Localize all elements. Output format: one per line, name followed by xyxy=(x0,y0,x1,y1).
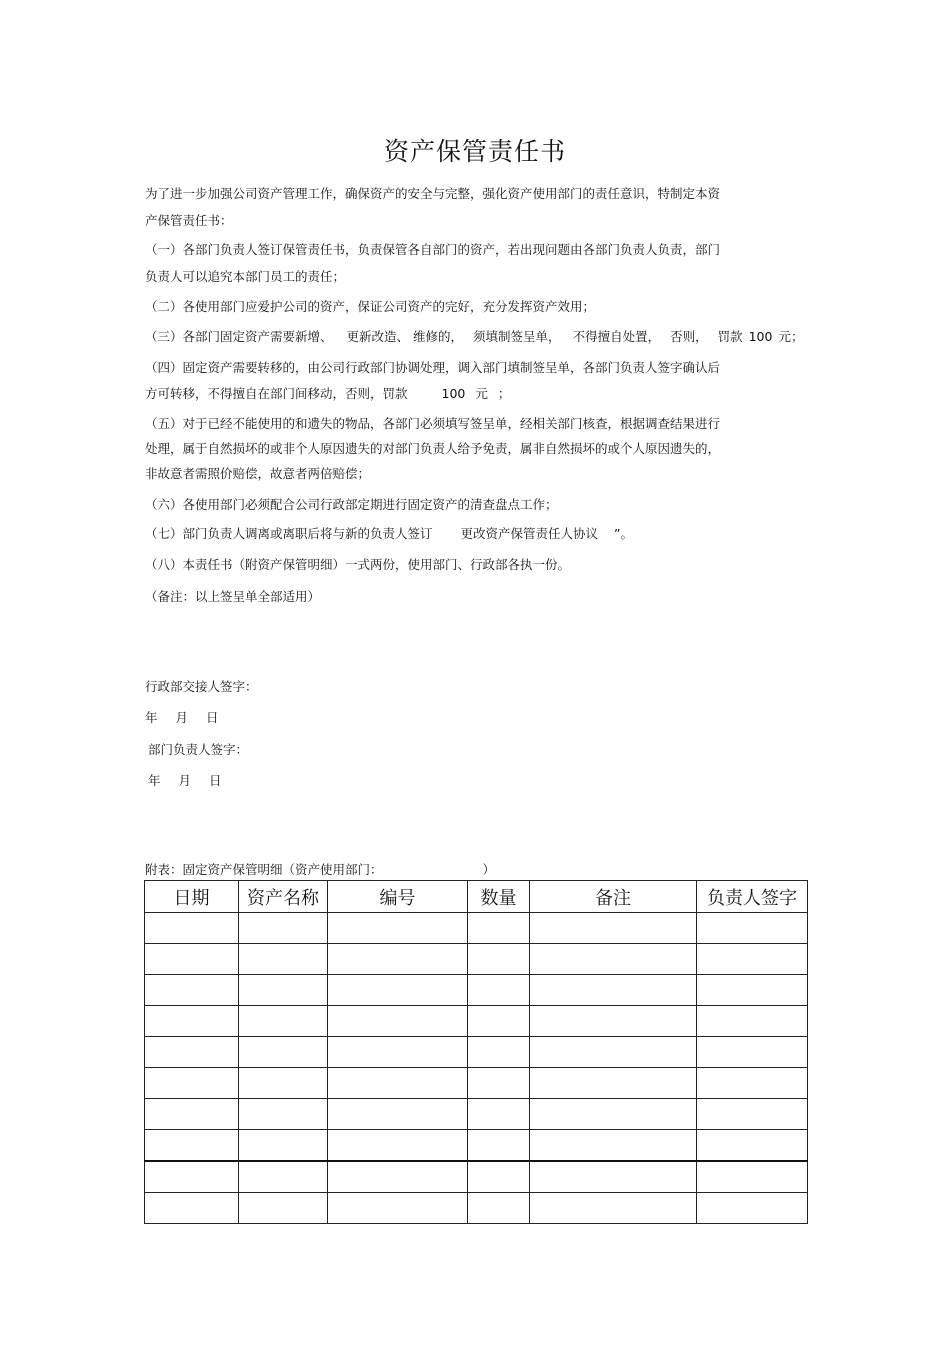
admin-month: 月 xyxy=(175,710,189,725)
clause-7-part-c: ”。 xyxy=(614,526,634,541)
clause-4-part-a: 方可转移，不得擅自在部门间移动，否则，罚款 xyxy=(145,386,408,401)
table-row xyxy=(145,1099,808,1130)
dept-day: 日 xyxy=(209,773,222,788)
table-cell[interactable] xyxy=(468,913,530,944)
table-header-row xyxy=(145,881,808,913)
asset-table-body xyxy=(145,913,808,1224)
table-row xyxy=(145,975,808,1006)
table-cell[interactable] xyxy=(697,1130,808,1162)
table-cell[interactable] xyxy=(530,1006,697,1037)
note: （备注：以上签呈单全部适用） xyxy=(145,589,321,604)
table-cell[interactable] xyxy=(468,1068,530,1099)
page-title: 资产保管责任书 xyxy=(383,137,566,166)
table-cell[interactable] xyxy=(697,1193,808,1224)
table-cell[interactable] xyxy=(145,913,239,944)
table-cell[interactable] xyxy=(697,975,808,1006)
table-cell[interactable] xyxy=(530,1161,697,1193)
table-cell[interactable] xyxy=(530,975,697,1006)
clause-4-fine-amount: 100 xyxy=(441,386,466,401)
dept-year: 年 xyxy=(148,773,161,788)
table-cell[interactable] xyxy=(530,1130,697,1162)
clause-2: （二）各使用部门应爱护公司的资产，保证公司资产的完好，充分发挥资产效用； xyxy=(145,299,596,314)
table-cell[interactable] xyxy=(145,1068,239,1099)
clause-1-line-1: （一）各部门负责人签订保管责任书，负责保管各自部门的资产，若出现问题由各部门负责人负责，部门 xyxy=(145,242,721,257)
table-cell[interactable] xyxy=(468,1006,530,1037)
table-cell[interactable] xyxy=(145,1099,239,1130)
header-remarks: 备注 xyxy=(530,881,697,913)
header-quantity: 数量 xyxy=(468,881,530,913)
clause-4-line-1: （四）固定资产需要转移的，由公司行政部门协调处理，调入部门填制签呈单，各部门负责人签字确认后 xyxy=(145,360,721,375)
clause-6: （六）各使用部门必须配合公司行政部定期进行固定资产的清查盘点工作； xyxy=(145,497,558,512)
table-cell[interactable] xyxy=(145,975,239,1006)
table-cell[interactable] xyxy=(239,1193,328,1224)
table-row xyxy=(145,1130,808,1162)
table-row xyxy=(145,1161,808,1193)
clause-7 xyxy=(145,524,633,542)
clause-3-part-e: 不得擅自处置， xyxy=(572,329,661,344)
table-row xyxy=(145,944,808,975)
clause-5-line-2: 处理，属于自然损坏的或非个人原因遗失的对部门负责人给予免责，属非自然损坏的或个人原因遗失的， xyxy=(145,441,721,456)
clause-4-part-c: 元 xyxy=(475,386,488,401)
table-cell[interactable] xyxy=(145,1130,239,1162)
table-cell[interactable] xyxy=(239,913,328,944)
table-cell[interactable] xyxy=(328,1161,468,1193)
table-cell[interactable] xyxy=(697,913,808,944)
table-cell[interactable] xyxy=(145,1193,239,1224)
table-cell[interactable] xyxy=(530,1099,697,1130)
table-cell[interactable] xyxy=(468,1161,530,1193)
appendix-caption-text: 附表：固定资产保管明细（资产使用部门： xyxy=(145,862,383,877)
table-cell[interactable] xyxy=(239,975,328,1006)
table-cell[interactable] xyxy=(328,1099,468,1130)
table-cell[interactable] xyxy=(468,1099,530,1130)
dept-signature-label: 部门负责人签字： xyxy=(148,742,249,757)
table-cell[interactable] xyxy=(239,1037,328,1068)
clause-7-agreement-name: 更改资产保管责任人协议 xyxy=(460,526,599,541)
table-cell[interactable] xyxy=(239,1130,328,1162)
table-row xyxy=(145,1037,808,1068)
clause-3-part-i: 元； xyxy=(778,329,804,344)
table-cell[interactable] xyxy=(328,1037,468,1068)
asset-table xyxy=(144,880,808,1224)
table-cell[interactable] xyxy=(145,1037,239,1068)
clause-8: （八）本责任书（附资产保管明细）一式两份，使用部门、行政部各执一份。 xyxy=(145,557,571,572)
table-cell[interactable] xyxy=(239,1068,328,1099)
intro-line-1: 为了进一步加强公司资产管理工作，确保资产的安全与完整，强化资产使用部门的责任意识，特制定本资 xyxy=(145,186,721,201)
admin-day: 日 xyxy=(206,710,219,725)
table-cell[interactable] xyxy=(697,944,808,975)
table-row xyxy=(145,913,808,944)
table-cell[interactable] xyxy=(328,1193,468,1224)
table-cell[interactable] xyxy=(328,1130,468,1162)
dept-signature-date xyxy=(148,771,222,789)
admin-signature-date xyxy=(145,708,219,726)
table-cell[interactable] xyxy=(697,1068,808,1099)
table-cell[interactable] xyxy=(468,1193,530,1224)
admin-year: 年 xyxy=(145,710,158,725)
clause-3-part-c: 维修的， xyxy=(413,329,464,344)
table-cell[interactable] xyxy=(328,1006,468,1037)
header-asset-name: 资产名称 xyxy=(239,881,328,913)
clause-3-part-b: 更新改造、 xyxy=(346,329,410,344)
table-cell[interactable] xyxy=(239,1099,328,1130)
clause-4-part-d: ； xyxy=(497,386,511,401)
table-row xyxy=(145,1193,808,1224)
table-cell[interactable] xyxy=(239,1161,328,1193)
clause-4-line-2 xyxy=(145,384,510,402)
table-cell[interactable] xyxy=(239,1006,328,1037)
clause-1-line-2: 负责人可以追究本部门员工的责任； xyxy=(145,269,346,284)
header-number: 编号 xyxy=(328,881,468,913)
table-cell[interactable] xyxy=(530,1037,697,1068)
table-cell[interactable] xyxy=(145,1006,239,1037)
clause-3-fine-amount: 100 xyxy=(748,329,773,344)
dept-month: 月 xyxy=(178,773,192,788)
table-cell[interactable] xyxy=(145,1161,239,1193)
table-row xyxy=(145,1006,808,1037)
table-cell[interactable] xyxy=(468,1037,530,1068)
appendix-caption-close: ） xyxy=(482,862,496,877)
clause-5-line-3: 非故意者需照价赔偿，故意者两倍赔偿； xyxy=(145,466,371,481)
table-cell[interactable] xyxy=(530,944,697,975)
appendix-caption xyxy=(145,860,495,878)
table-cell[interactable] xyxy=(697,1161,808,1193)
table-cell[interactable] xyxy=(530,1193,697,1224)
intro-line-2: 产保管责任书： xyxy=(145,213,233,228)
table-cell[interactable] xyxy=(239,944,328,975)
table-cell[interactable] xyxy=(530,913,697,944)
clause-3-part-a: （三）各部门固定资产需要新增、 xyxy=(145,329,333,344)
clause-7-part-a: （七）部门负责人调离或离职后将与新的负责人签订 xyxy=(145,526,433,541)
table-row xyxy=(145,1068,808,1099)
table-cell[interactable] xyxy=(697,1037,808,1068)
admin-signature-label: 行政部交接人签字： xyxy=(145,679,258,694)
header-date: 日期 xyxy=(145,881,239,913)
clause-3-part-d: 须填制签呈单， xyxy=(473,329,561,344)
table-cell[interactable] xyxy=(328,913,468,944)
table-cell[interactable] xyxy=(468,975,530,1006)
table-cell[interactable] xyxy=(328,975,468,1006)
clause-3-part-f: 否则， xyxy=(670,329,708,344)
header-responsible-signature: 负责人签字 xyxy=(697,881,808,913)
table-cell[interactable] xyxy=(530,1068,697,1099)
table-cell[interactable] xyxy=(468,1130,530,1162)
table-cell[interactable] xyxy=(145,944,239,975)
table-cell[interactable] xyxy=(697,1006,808,1037)
table-cell[interactable] xyxy=(328,944,468,975)
table-cell[interactable] xyxy=(328,1068,468,1099)
clause-3-part-g: 罚款 xyxy=(717,329,743,344)
clause-3 xyxy=(145,327,803,345)
table-cell[interactable] xyxy=(468,944,530,975)
clause-5-line-1: （五）对于已经不能使用的和遗失的物品，各部门必须填写签呈单，经相关部门核查，根据调查结果进行 xyxy=(145,416,721,431)
table-cell[interactable] xyxy=(697,1099,808,1130)
